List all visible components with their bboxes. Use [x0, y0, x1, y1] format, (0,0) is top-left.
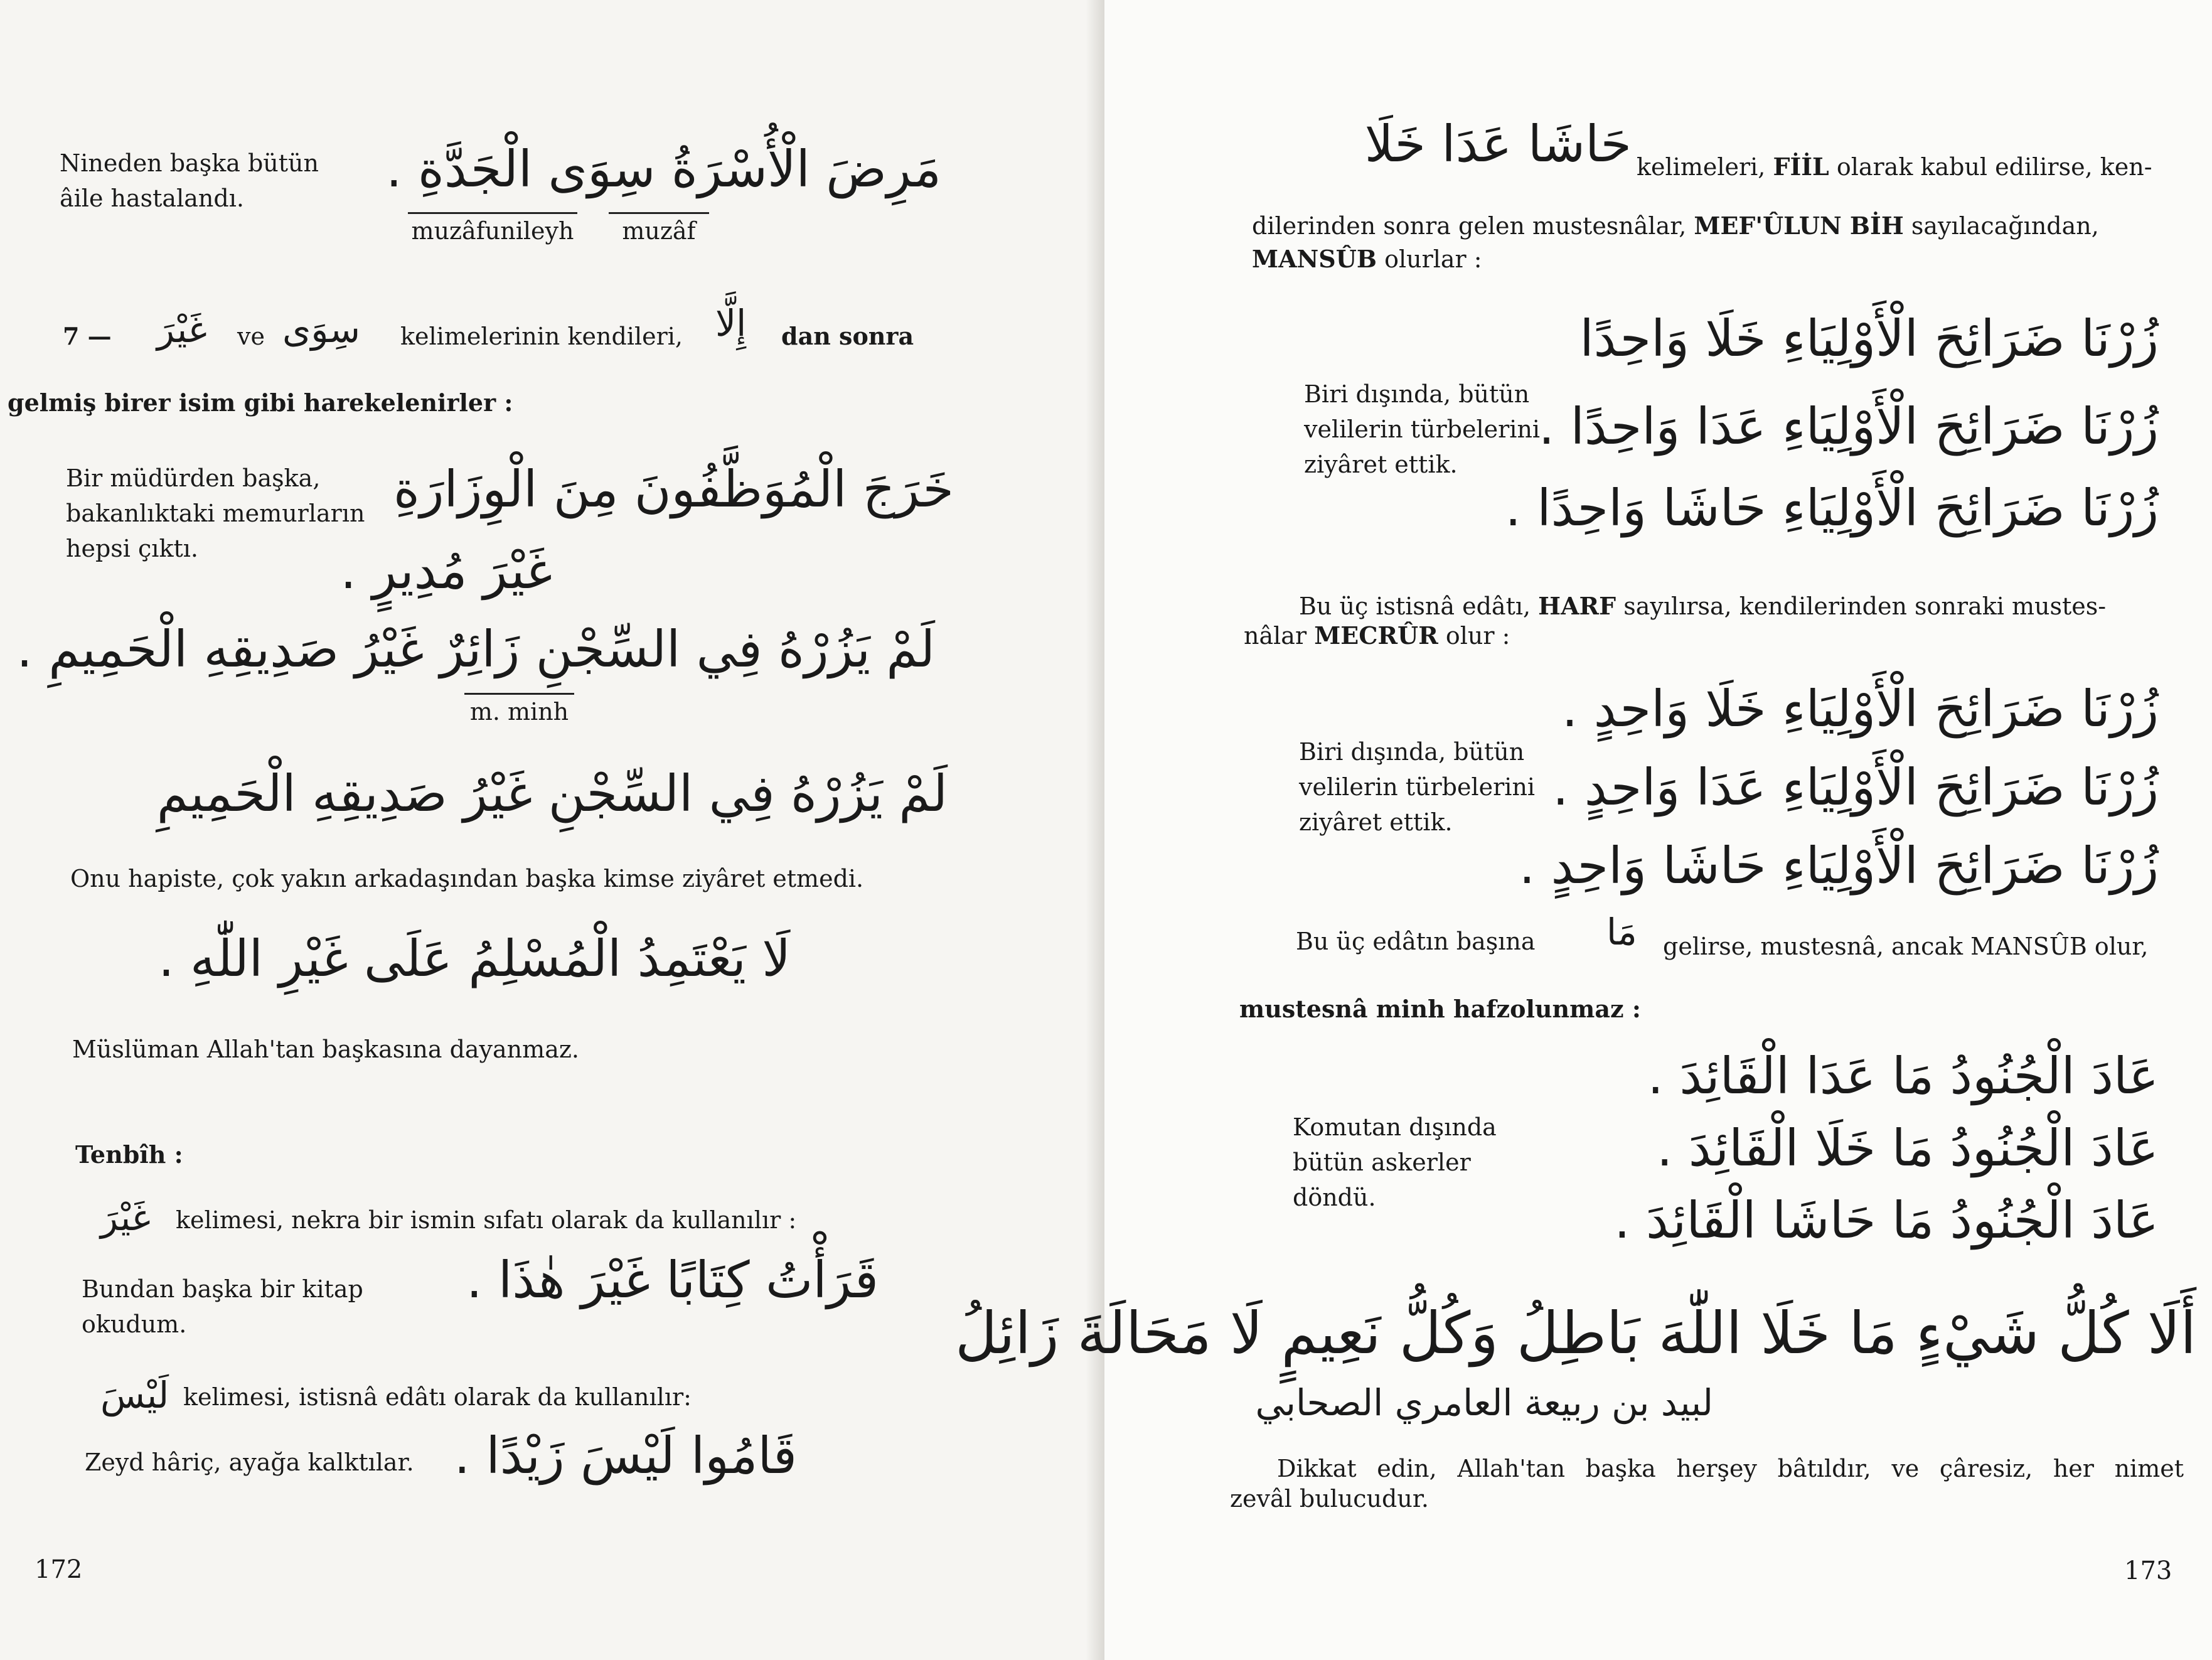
r-example3-translation: [1293, 1110, 1497, 1215]
example1-translation: [60, 146, 319, 216]
tenbih-example-translation-line: okudum.: [82, 1310, 187, 1338]
page-number-left: 172: [35, 1555, 83, 1584]
r-example2-translation-line: velilerin türbelerini: [1299, 773, 1536, 801]
tenbih-example2-translation: Zeyd hâriç, ayağa kalktılar.: [85, 1448, 414, 1476]
example1-translation-line: Nineden başka bütün: [60, 149, 319, 177]
intro-bold-term: FİİL: [1773, 153, 1829, 181]
poem-translation-line2: zevâl bulucudur.: [1230, 1485, 1429, 1513]
poem-verse: أَلَا كُلُّ شَيْءٍ مَا خَلَا اللّٰهَ بَاطِلُ وَكُلُّ نَعِيمٍ لَا مَحَالَةَ زَائِلُ: [955, 1300, 2196, 1367]
harf-para-text: sayılırsa, kendilerinden sonraki mustes-: [1623, 592, 2107, 620]
rule7-word-siva: سِوَى: [282, 308, 360, 351]
left-page: [0, 0, 1104, 1660]
rule7-text-mid: kelimelerinin kendileri,: [400, 323, 683, 350]
example2-translation-line: Bir müdürden başka,: [66, 464, 321, 492]
harf-para-bold-term: MECRÛR: [1314, 621, 1438, 650]
poem-translation-text: Dikkat edin, Allah'tan başka herşey bâtıldır, ve çâresiz, her nimet: [1277, 1455, 2184, 1482]
r-example2-translation-line: ziyâret ettik.: [1299, 808, 1453, 836]
intro-text: kelimeleri,: [1637, 153, 1766, 181]
intro-line1: [1637, 149, 2152, 185]
label-muzafunileyh: muzâfunileyh: [408, 212, 577, 247]
r-example3-arabic-line: عَادَ الْجُنُودُ مَا خَلَا الْقَائِدَ .: [1657, 1119, 2159, 1177]
label-mminh: m. minh: [464, 693, 574, 727]
r-example1-arabic-line: زُرْنَا ضَرَائِحَ الْأَوْلِيَاءِ خَلَا وَاحِدًا: [1579, 309, 2159, 368]
r-example3-arabic-line: عَادَ الْجُنُودُ مَا حَاشَا الْقَائِدَ .: [1614, 1191, 2159, 1250]
r-example3-translation-line: bütün askerler: [1293, 1149, 1471, 1176]
tenbih-example2-arabic: قَامُوا لَيْسَ زَيْدًا .: [454, 1427, 797, 1485]
tenbih-heading: Tenbîh :: [75, 1140, 183, 1169]
rule7-line2: gelmiş birer isim gibi harekelenirler :: [8, 388, 513, 417]
intro-bold-term: MANSÛB: [1252, 245, 1377, 273]
ma-para-text-a: Bu üç edâtın başına: [1296, 928, 1536, 955]
example2-arabic-line2: غَيْرَ مُدِيرٍ .: [340, 542, 552, 600]
example2-translation-line: bakanlıktaki memurların: [66, 500, 365, 527]
intro-text: sayılacağından,: [1911, 212, 2099, 240]
harf-para-bold-term: HARF: [1538, 592, 1616, 620]
r-example3-arabic-line: عَادَ الْجُنُودُ مَا عَدَا الْقَائِدَ .: [1647, 1047, 2159, 1105]
tenbih-example-translation-line: Bundan başka bir kitap: [82, 1275, 363, 1303]
right-page: [955, 0, 2212, 1660]
harf-para-text: Bu üç istisnâ edâtı,: [1299, 592, 1531, 620]
example3-arabic-line1: لَمْ يَزُرْهُ فِي السِّجْنِ زَائِرٌ غَيْرُ صَدِيقِهِ الْحَمِيمِ .: [16, 620, 935, 678]
r-example2-translation: [1299, 734, 1535, 840]
tenbih-example-arabic: قَرَأْتُ كِتَابًا غَيْرَ هٰذَا .: [466, 1251, 879, 1309]
example1-arabic: مَرِضَ الْأُسْرَةُ سِوَى الْجَدَّةِ .: [386, 140, 941, 198]
r-example2-arabic-line: زُرْنَا ضَرَائِحَ الْأَوْلِيَاءِ عَدَا وَاحِدٍ .: [1552, 758, 2159, 817]
intro-arabic-words: حَاشَا عَدَا خَلَا: [1364, 115, 1632, 173]
rule7-ve: ve: [237, 323, 265, 350]
rule7-number: 7 —: [63, 322, 112, 350]
r-example2-arabic-line: زُرْنَا ضَرَائِحَ الْأَوْلِيَاءِ خَلَا وَاحِدٍ .: [1561, 680, 2159, 738]
harf-para-text: nâlar: [1244, 622, 1307, 650]
intro-text: dilerinden sonra gelen mustesnâlar,: [1252, 212, 1687, 240]
r-example3-translation-line: Komutan dışında: [1293, 1113, 1497, 1141]
r-example1-translation-line: ziyâret ettik.: [1304, 451, 1458, 478]
r-example1-translation-line: velilerin türbelerini: [1304, 415, 1541, 443]
r-example1-arabic-line: زُرْنَا ضَرَائِحَ الْأَوْلِيَاءِ عَدَا وَاحِدًا .: [1538, 397, 2159, 456]
example2-translation: [66, 461, 365, 566]
example2-arabic-line1: خَرَجَ الْمُوَظَّفُونَ مِنَ الْوِزَارَةِ: [393, 460, 954, 518]
intro-text: olarak kabul edilirse, ken-: [1836, 153, 2152, 181]
intro-line3: [1252, 242, 1482, 277]
example3-translation: Onu hapiste, çok yakın arkadaşından başka kimse ziyâret etmedi.: [70, 865, 864, 892]
intro-bold-term: MEF'ÛLUN BİH: [1694, 212, 1904, 240]
example2-translation-line: hepsi çıktı.: [66, 535, 198, 562]
tenbih-line1: kelimesi, nekra bir ismin sıfatı olarak da kullanılır :: [176, 1206, 797, 1234]
rule7-text-end: dan sonra: [781, 322, 914, 350]
tenbih-line2: kelimesi, istisnâ edâtı olarak da kullanılır:: [183, 1383, 692, 1411]
r-example1-translation: [1304, 377, 1540, 482]
harf-para-text: olur :: [1445, 622, 1510, 650]
r-example2-arabic-line: زُرْنَا ضَرَائِحَ الْأَوْلِيَاءِ حَاشَا وَاحِدٍ .: [1519, 837, 2159, 895]
page-number-right: 173: [2124, 1556, 2172, 1585]
r-example2-translation-line: Biri dışında, bütün: [1299, 738, 1525, 766]
tenbih-word-gayr: غَيْرَ: [100, 1196, 151, 1239]
harf-para-line2: [1244, 618, 1510, 653]
rule7-word-illa: إِلَّا: [715, 302, 747, 345]
tenbih-example-translation: [82, 1272, 363, 1342]
example4-arabic: لَا يَعْتَمِدُ الْمُسْلِمُ عَلَى غَيْرِ اللّٰهِ .: [158, 929, 791, 988]
r-example1-arabic-line: زُرْنَا ضَرَائِحَ الْأَوْلِيَاءِ حَاشَا وَاحِدًا .: [1505, 479, 2159, 537]
tenbih-word-laysa: لَيْسَ: [100, 1374, 169, 1416]
ma-para-text-b: gelirse, mustesnâ, ancak MANSÛB olur,: [1663, 933, 2149, 960]
example4-translation: Müslüman Allah'tan başkasına dayanmaz.: [72, 1036, 579, 1063]
r-example3-translation-line: döndü.: [1293, 1184, 1376, 1211]
label-muzaf: muzâf: [609, 212, 709, 247]
rule7-word-gayr: غَيْرَ: [157, 308, 207, 351]
example1-translation-line: âile hastalandı.: [60, 185, 244, 212]
poem-attribution: لبيد بن ربيعة العامري الصحابي: [1255, 1381, 1713, 1424]
example3-arabic-line2: لَمْ يَزُرْهُ فِي السِّجْنِ غَيْرُ صَدِيقِهِ الْحَمِيمِ: [156, 764, 948, 823]
intro-text: olurlar :: [1384, 245, 1482, 273]
r-example1-translation-line: Biri dışında, bütün: [1304, 380, 1530, 408]
intro-line2: [1252, 208, 2099, 244]
ma-para-word-ma: مَا: [1606, 911, 1637, 953]
ma-para-line2: mustesnâ minh hafzolunmaz :: [1239, 995, 1641, 1023]
